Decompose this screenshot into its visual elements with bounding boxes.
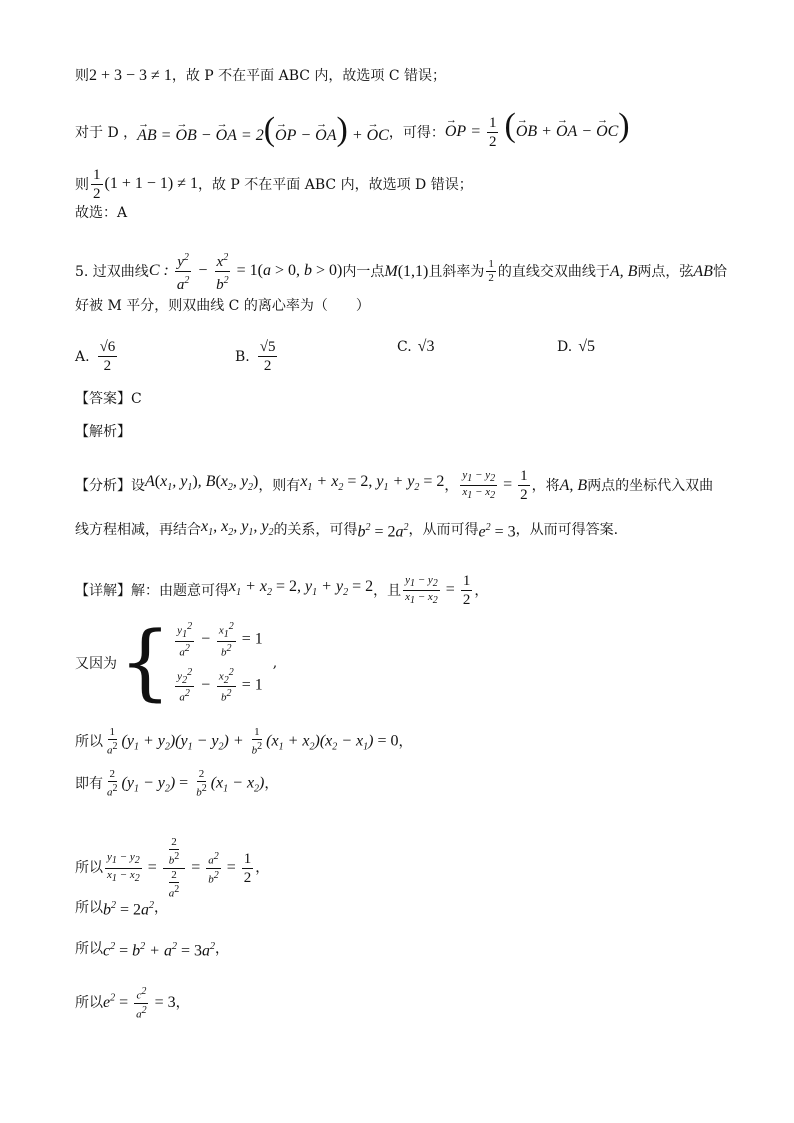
math-expression: M(1,1): [384, 262, 429, 280]
question-5-line-1: [75, 249, 727, 294]
math-expression: $\frac{1}{a^2}$ $(y_1 + y_2)(y_1 - y_2)$ + $\frac{1}{b^2}$ $(x_1 + x_2)(x_2 - x_1) = 0$: [107, 726, 399, 757]
analysis-label: 【解析】: [75, 424, 131, 440]
text: 且斜率为: [428, 263, 485, 280]
text: 【详解】解：由题意可得: [75, 582, 229, 599]
text: 又因为: [75, 655, 117, 672]
text: 线方程相减，再结合: [75, 522, 201, 539]
text: ，且: [373, 582, 402, 599]
text: ，: [255, 860, 270, 877]
math-expression: $\frac{y_1 - y_2}{x_1 - x_2}$ = $\frac{1}{2}$: [405, 573, 471, 608]
text: ，从而可得: [408, 522, 479, 539]
math-expression: C : $\frac{y^2}{a^2}$ − $\frac{x^2}{b^2}$ = 1(a > 0, b > 0): [149, 249, 343, 294]
derivation-line-2: [75, 768, 278, 800]
text: ，: [398, 733, 413, 750]
option-d: [557, 338, 595, 356]
vector-equation: → OP = $\frac{1}{2}$ (→ OB + → OA − → OC): [445, 114, 630, 151]
option-denominator: 2: [263, 358, 272, 374]
text: ，将: [531, 477, 560, 494]
option-key: B.: [235, 348, 250, 365]
option-key: D.: [557, 339, 573, 355]
math-expression: $b^2 = 2a^2$: [103, 900, 155, 919]
text: ，: [214, 941, 229, 958]
derivation-line-5: [75, 937, 229, 961]
option-value: √5: [578, 338, 595, 355]
text-line-2: [75, 107, 630, 151]
math-expression: $x_1 + x_2 = 2$, $y_1 + y_2 = 2$: [229, 578, 374, 599]
analysis-heading: [75, 422, 131, 442]
text: 即有: [75, 775, 103, 792]
text: 则: [75, 68, 89, 84]
derivation-line-4: [75, 896, 168, 920]
text: 所以: [75, 900, 103, 917]
math-expression: $\frac{1}{2}$ (1 + 1 − 1) ≠ 1: [93, 167, 198, 202]
option-a: [75, 338, 119, 375]
math-expression: $c^2 = b^2 + a^2 = 3a^2$: [103, 941, 215, 960]
math-expression: AB: [693, 262, 713, 280]
text: 所以: [75, 941, 103, 958]
text: 所以: [75, 733, 103, 750]
analysis-line-1: [75, 467, 713, 504]
math-expression: A, B: [609, 262, 638, 280]
option-c: [397, 338, 434, 356]
derivation-line-6: [75, 985, 190, 1021]
detail-line: [75, 572, 488, 609]
text: 两点的坐标代入双曲: [587, 477, 714, 494]
question-5-line-2: [75, 296, 370, 316]
text: 内一点: [342, 263, 385, 280]
answer-line: [75, 389, 142, 409]
text: ，则有: [258, 477, 301, 494]
text: 故选：A: [75, 205, 128, 221]
math-expression: $b^2 = 2a^2$: [357, 521, 409, 541]
text: 恰: [712, 263, 727, 280]
text: ，: [154, 900, 169, 917]
vector-equation: → AB = → OB − → OA = 2(→ OP − → OA) + → OC: [137, 120, 389, 146]
math-expression: $e^2$ = $\frac{c^2}{a^2}$ = 3: [103, 986, 176, 1021]
text-line-4: [75, 203, 127, 223]
math-expression: $\frac{1}{2}$: [488, 258, 494, 284]
equation-row: $\frac{y_2^2}{a^2}$ − $\frac{x_2^2}{b^2}$ = 1: [177, 666, 263, 704]
option-numerator: √5: [259, 339, 276, 355]
derivation-line-3: [75, 836, 269, 900]
text: ，: [264, 775, 279, 792]
option-b: [235, 338, 279, 375]
text: 的关系，可得: [273, 522, 358, 539]
text: ，: [444, 477, 459, 494]
text: 的直线交双曲线于: [497, 263, 610, 280]
math-expression: $x_1$, $x_2$, $y_1$, $y_2$: [201, 518, 274, 539]
text-line-3: [75, 166, 473, 203]
text: 5. 过双曲线: [75, 263, 149, 280]
option-numerator: √6: [99, 339, 116, 355]
text: 所以: [75, 860, 103, 877]
text: ，: [175, 995, 190, 1012]
text: ，: [474, 582, 489, 599]
text: ，从而可得答案.: [515, 522, 619, 539]
text: 好被 M 平分，则双曲线 C 的离心率为（ ）: [75, 298, 370, 314]
option-value: √3: [417, 338, 435, 355]
math-expression: A, B: [559, 476, 588, 494]
text: 则: [75, 176, 89, 193]
math-expression: 2 + 3 − 3 ≠ 1: [89, 67, 172, 84]
math-expression: $\frac{2}{a^2}$ $(y_1 - y_2)$ = $\frac{2}{b^2}$ $(x_1 - x_2)$: [107, 768, 265, 799]
option-key: A.: [75, 348, 90, 365]
math-expression: $\frac{y_1 - y_2}{x_1 - x_2}$ = $\frac{\frac{2}{b^2}}{\frac{2}{a^2}}$ = $\frac{a^2}{b^2}$ = $\frac{1}{2}$: [107, 836, 252, 900]
equation-system: 又因为 { $\frac{y_1^2}{a^2}$ − $\frac{x_1^2}{b^2}$ = 1 $\frac{y_2^2}{a^2}$ − $\frac{x_2^2}{b^2}$ = 1 ,: [75, 614, 278, 710]
math-expression: $\frac{y_1 - y_2}{x_1 - x_2}$ = $\frac{1}{2}$: [462, 468, 528, 503]
derivation-line-1: [75, 726, 413, 758]
math-expression: $x_1 + x_2 = 2$, $y_1 + y_2 = 2$: [300, 473, 445, 494]
text: 对于 D ，: [75, 124, 138, 141]
analysis-line-2: [75, 517, 618, 543]
equation-row: $\frac{y_1^2}{a^2}$ − $\frac{x_1^2}{b^2}$ = 1: [177, 621, 263, 659]
text: ，故 P 不在平面 ABC 内，故选项 C 错误；: [171, 68, 447, 84]
text: 【分析】设: [75, 477, 145, 494]
text: ，可得：: [388, 124, 445, 141]
text: ，故 P 不在平面 ABC 内，故选项 D 错误；: [197, 176, 473, 193]
text-line-1: [75, 66, 446, 86]
text: 两点，弦: [637, 263, 694, 280]
answer-label: 【答案】C: [75, 391, 142, 407]
option-key: C.: [397, 339, 412, 355]
math-expression: $A(x_1$, $y_1$), $B(x_2$, $y_2$): [145, 473, 259, 494]
text: 所以: [75, 995, 103, 1012]
option-denominator: 2: [103, 358, 112, 374]
brace-icon: {: [119, 614, 172, 710]
math-expression: $e^2 = 3$: [478, 521, 516, 541]
